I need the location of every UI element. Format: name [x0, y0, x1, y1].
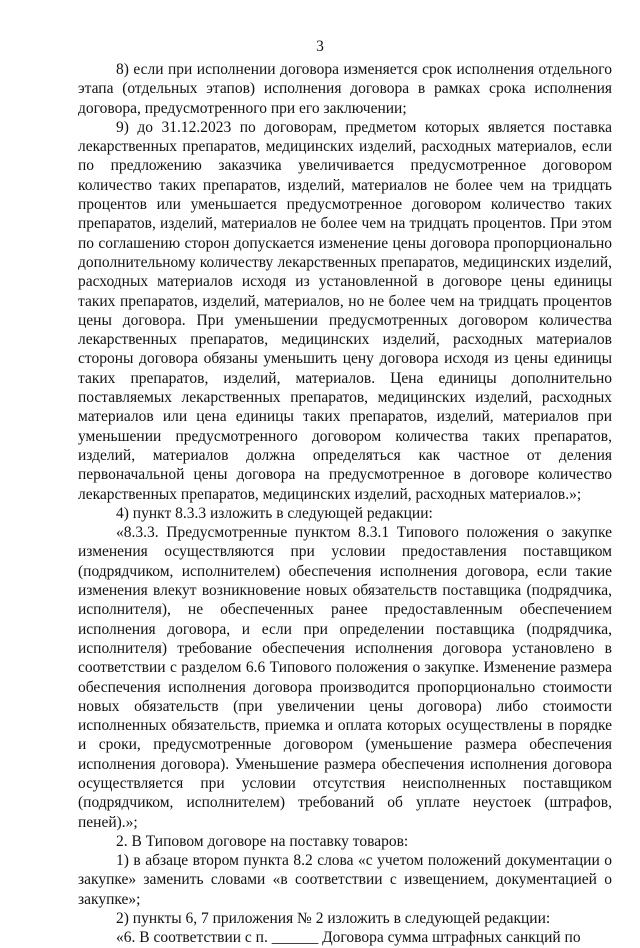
paragraph-section-2-item-2: 2) пункты 6, 7 приложения № 2 изложить в следующей редакции: [116, 910, 551, 928]
paragraph-clause-8-3-3: «8.3.3. Предусмотренные пунктом 8.3.1 Типового положения о закупке изменения осуществляются при условии предоставления поставщиком (подрядчиком, исполнителем) обеспечения исполнения договора, если такие изменения влекут возникновение новых обязательств поставщика (подрядчика, исполнителя), не обеспеченных ранее предоставленным обеспечением исполнения договора, и если при определении поставщика (подрядчика, исполнителя) требование обеспечения исполнения договора установлено в соответствии с разделом 6.6 Типового положения о закупке. Изменение размера обеспечения исполнения договора производится пропорционально стоимости новых обязательств (при увеличении цены договора) либо стоимости исполненных обязательств, приемка и оплата которых осуществлены в порядке и сроки, предусмотренные договором (уменьшение размера обеспечения исполнения договора). Уменьшение размера обеспечения исполнения договора осуществляется при условии отсутствия неисполненных поставщиком (подрядчиком, исполнителем) требований об уплате неустоек (штрафов, пеней).»; [78, 524, 612, 831]
document-body [78, 60, 612, 948]
paragraph-section-2: 2. В Типовом договоре на поставку товаров: [116, 832, 409, 850]
paragraph-point-4: 4) пункт 8.3.3 изложить в следующей редакции: [116, 504, 433, 522]
paragraph-appendix-item-6: «6. В соответствии с п. ______ Договора сумма штрафных санкций по [116, 929, 581, 947]
paragraph-item-9: 9) до 31.12.2023 по договорам, предметом которых является поставка лекарственных препаратов, медицинских изделий, расходных материалов, если по предложению заказчика увеличивается предусмотренное договором количество таких препаратов, изделий, материалов не более чем на тридцать процентов или уменьшается предусмотренное договором количество таких препаратов, изделий, материалов не более чем на тридцать процентов. При этом по соглашению сторон допускается изменение цены договора пропорционально дополнительному количеству лекарственных препаратов, медицинских изделий, расходных материалов исходя из установленной в договоре цены единицы таких препаратов, изделий, материалов, но не более чем на тридцать процентов цены договора. При уменьшении предусмотренных договором количества лекарственных препаратов, медицинских изделий, расходных материалов стороны договора обязаны уменьшить цену договора исходя из цены единицы таких препаратов, изделий, материалов. Цена единицы дополнительно поставляемых лекарственных препаратов, медицинских изделий, расходных материалов или цена единицы таких препаратов, изделий, материалов при уменьшении предусмотренного договором количества таких препаратов, изделий, материалов должна определяться как частное от деления первоначальной цены договора на предусмотренное в договоре количество лекарственных препаратов, медицинских изделий, расходных материалов.»; [78, 118, 612, 503]
page-number: 3 [316, 38, 324, 55]
paragraph-section-2-item-1: 1) в абзаце втором пункта 8.2 слова «с учетом положений документации о закупке» заменить словами «в соответствии с извещением, документацией о закупке»; [78, 852, 612, 908]
paragraph-item-8: 8) если при исполнении договора изменяется срок исполнения отдельного этапа (отдельных этапов) исполнения договора в рамках срока исполнения договора, предусмотренного при его заключении; [78, 61, 612, 117]
